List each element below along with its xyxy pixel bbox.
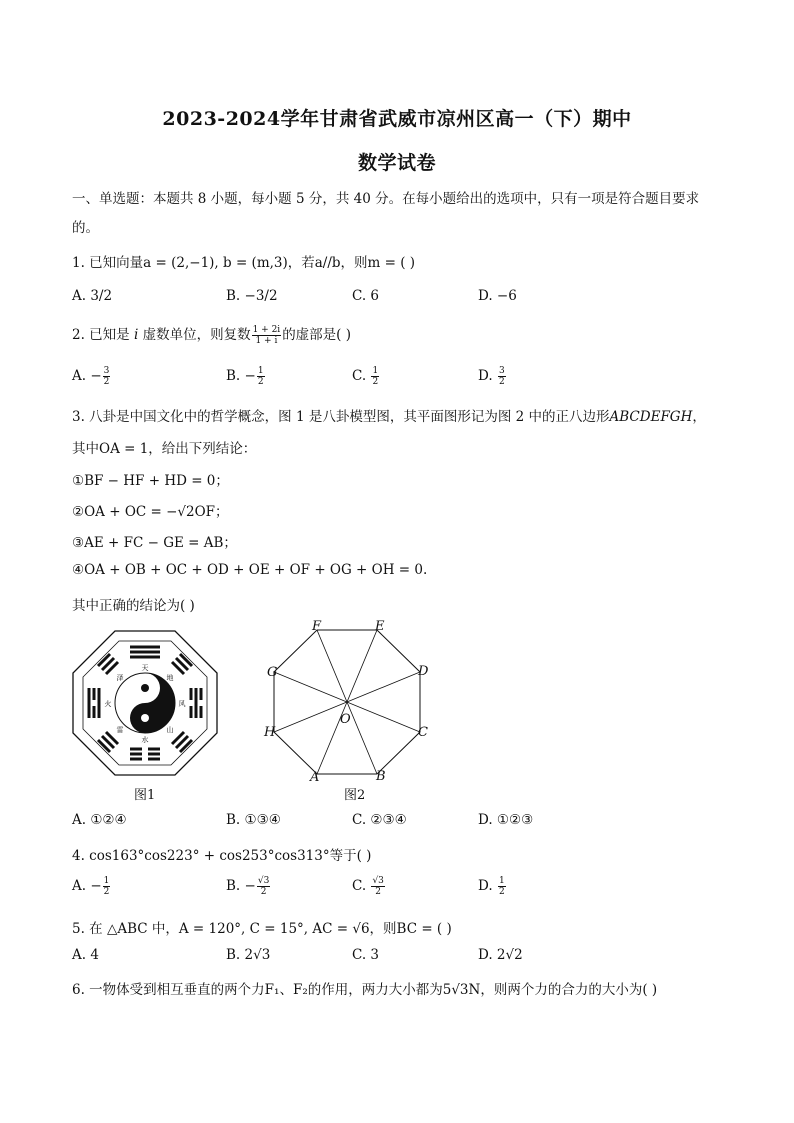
q2-d-den: 2 [498, 377, 505, 387]
octagon-vertex-b: B [376, 769, 386, 784]
q4-c-pre: C. [352, 878, 371, 894]
q2-a-num: 3 [103, 366, 110, 376]
q4-b-num: √3 [257, 876, 270, 886]
octagon-vertex-c: C [418, 725, 428, 740]
octagon-vertex-a: A [310, 770, 320, 785]
bagua-earth-label: 地 [166, 674, 174, 682]
q2-stem-mid: 虚数单位，则复数 [138, 327, 251, 343]
q4-a-num: 1 [103, 876, 110, 886]
q1-option-d[interactable]: D. −6 [478, 288, 517, 304]
q2-fraction-den: 1 + i [255, 336, 278, 346]
section-intro-line1: 一、单选题：本题共 8 小题，每小题 5 分，共 40 分。在每小题给出的选项中，只有一项是符合题目要求 [72, 191, 700, 207]
question-3-stem-line2: 其中OA = 1，给出下列结论： [72, 441, 257, 457]
q4-d-num: 1 [498, 876, 505, 886]
page-subtitle: 数学试卷 [357, 152, 436, 174]
octagon-figure [262, 618, 442, 788]
q1-option-a[interactable]: A. 3/2 [72, 288, 113, 304]
octagon-vertex-e: E [375, 619, 385, 634]
q2-stem-pre: 2. 已知是 [72, 327, 134, 343]
q2-c-pre: C. [352, 368, 371, 384]
figure-1-caption: 图1 [134, 788, 156, 803]
bagua-figure [70, 628, 220, 778]
q4-option-d[interactable] [478, 876, 507, 897]
q2-option-a[interactable] [72, 366, 111, 387]
q2-option-d[interactable] [478, 366, 507, 387]
question-2-stem [72, 323, 351, 346]
q3-stem-end: ， [692, 409, 706, 425]
q3-stem-text: 3. 八卦是中国文化中的哲学概念，图 1 是八卦模型图，其平面图形记为图 2 中的正八边形 [72, 409, 610, 425]
q2-a-den: 2 [103, 377, 110, 387]
q4-option-b[interactable] [226, 876, 271, 897]
octagon-vertex-g: G [267, 665, 278, 680]
q2-option-c[interactable] [352, 366, 380, 387]
q4-d-den: 2 [498, 887, 505, 897]
q5-option-b[interactable]: B. 2√3 [226, 947, 271, 963]
q3-option-c[interactable]: C. ②③④ [352, 812, 407, 828]
q2-stem-post: 的虚部是( ) [282, 327, 352, 343]
q4-b-den: 2 [260, 887, 267, 897]
question-3-stem-line1 [72, 405, 706, 425]
bagua-sky-label: 天 [141, 664, 149, 672]
q4-d-pre: D. [478, 878, 497, 894]
question-4-stem: 4. cos163°cos223° + cos253°cos313°等于( ) [72, 848, 372, 864]
q2-stem-i: i [133, 327, 139, 343]
q1-option-c[interactable]: C. 6 [352, 288, 380, 304]
q4-a-den: 2 [103, 887, 110, 897]
q2-fraction-num: 1 + 2i [252, 325, 281, 335]
q2-c-den: 2 [372, 377, 379, 387]
q3-option-b[interactable]: B. ①③④ [226, 812, 281, 828]
q3-ask: 其中正确的结论为( ) [72, 598, 195, 614]
q3-conclusion-1: ①BF − HF + HD = 0； [72, 473, 229, 489]
q4-c-den: 2 [375, 887, 382, 897]
q3-conclusion-4: ④OA + OB + OC + OD + OE + OF + OG + OH = 0. [72, 562, 428, 578]
q4-c-num: √3 [372, 876, 384, 886]
octagon-vertex-f: F [312, 619, 322, 634]
octagon-center-o: O [340, 712, 351, 727]
q1-option-b[interactable]: B. −3/2 [226, 288, 278, 304]
q2-fraction [252, 325, 282, 346]
q2-b-num: 1 [257, 366, 264, 376]
q3-octagon-name: ABCDEFGH [609, 409, 693, 425]
octagon-vertex-h: H [264, 725, 276, 740]
q2-a-pre: A. − [72, 368, 102, 384]
question-5-stem: 5. 在 △ABC 中，A = 120°, C = 15°, AC = √6，则BC = ( ) [72, 921, 452, 937]
bagua-wind-label: 风 [178, 700, 186, 708]
figure-2-caption: 图2 [344, 788, 366, 803]
bagua-lake-label: 泽 [116, 674, 124, 682]
q3-option-a[interactable]: A. ①②④ [72, 812, 127, 828]
q2-c-num: 1 [372, 366, 379, 376]
q3-option-d[interactable]: D. ①②③ [478, 812, 534, 828]
octagon-vertex-d: D [418, 664, 429, 679]
q2-b-pre: B. − [226, 368, 256, 384]
bagua-water-label: 水 [141, 736, 149, 744]
question-6-stem: 6. 一物体受到相互垂直的两个力F₁、F₂的作用，两力大小都为5√3N，则两个力的合力的大小为( ) [72, 982, 658, 998]
q5-option-a[interactable]: A. 4 [72, 947, 99, 963]
q2-b-den: 2 [257, 377, 264, 387]
bagua-fire-label: 火 [104, 700, 112, 708]
q2-d-pre: D. [478, 368, 497, 384]
q2-d-num: 3 [498, 366, 505, 376]
bagua-mountain-label: 山 [166, 726, 174, 734]
section-intro-line2: 的。 [72, 220, 99, 236]
page-title: 2023-2024学年甘肃省武威市凉州区高一（下）期中 [162, 108, 632, 130]
q4-b-pre: B. − [226, 878, 256, 894]
q3-conclusion-3: ③AE + FC − GE = AB； [72, 535, 237, 551]
q5-option-c[interactable]: C. 3 [352, 947, 380, 963]
bagua-thunder-label: 雷 [116, 726, 124, 734]
q4-a-pre: A. − [72, 878, 102, 894]
q5-option-d[interactable]: D. 2√2 [478, 947, 523, 963]
question-1-stem: 1. 已知向量a = (2,−1), b = (m,3)，若a//b，则m = ( ) [72, 255, 416, 271]
q2-option-b[interactable] [226, 366, 266, 387]
q4-option-c[interactable] [352, 876, 386, 897]
q4-option-a[interactable] [72, 876, 111, 897]
q3-conclusion-2: ②OA + OC = −√2OF； [72, 504, 229, 520]
